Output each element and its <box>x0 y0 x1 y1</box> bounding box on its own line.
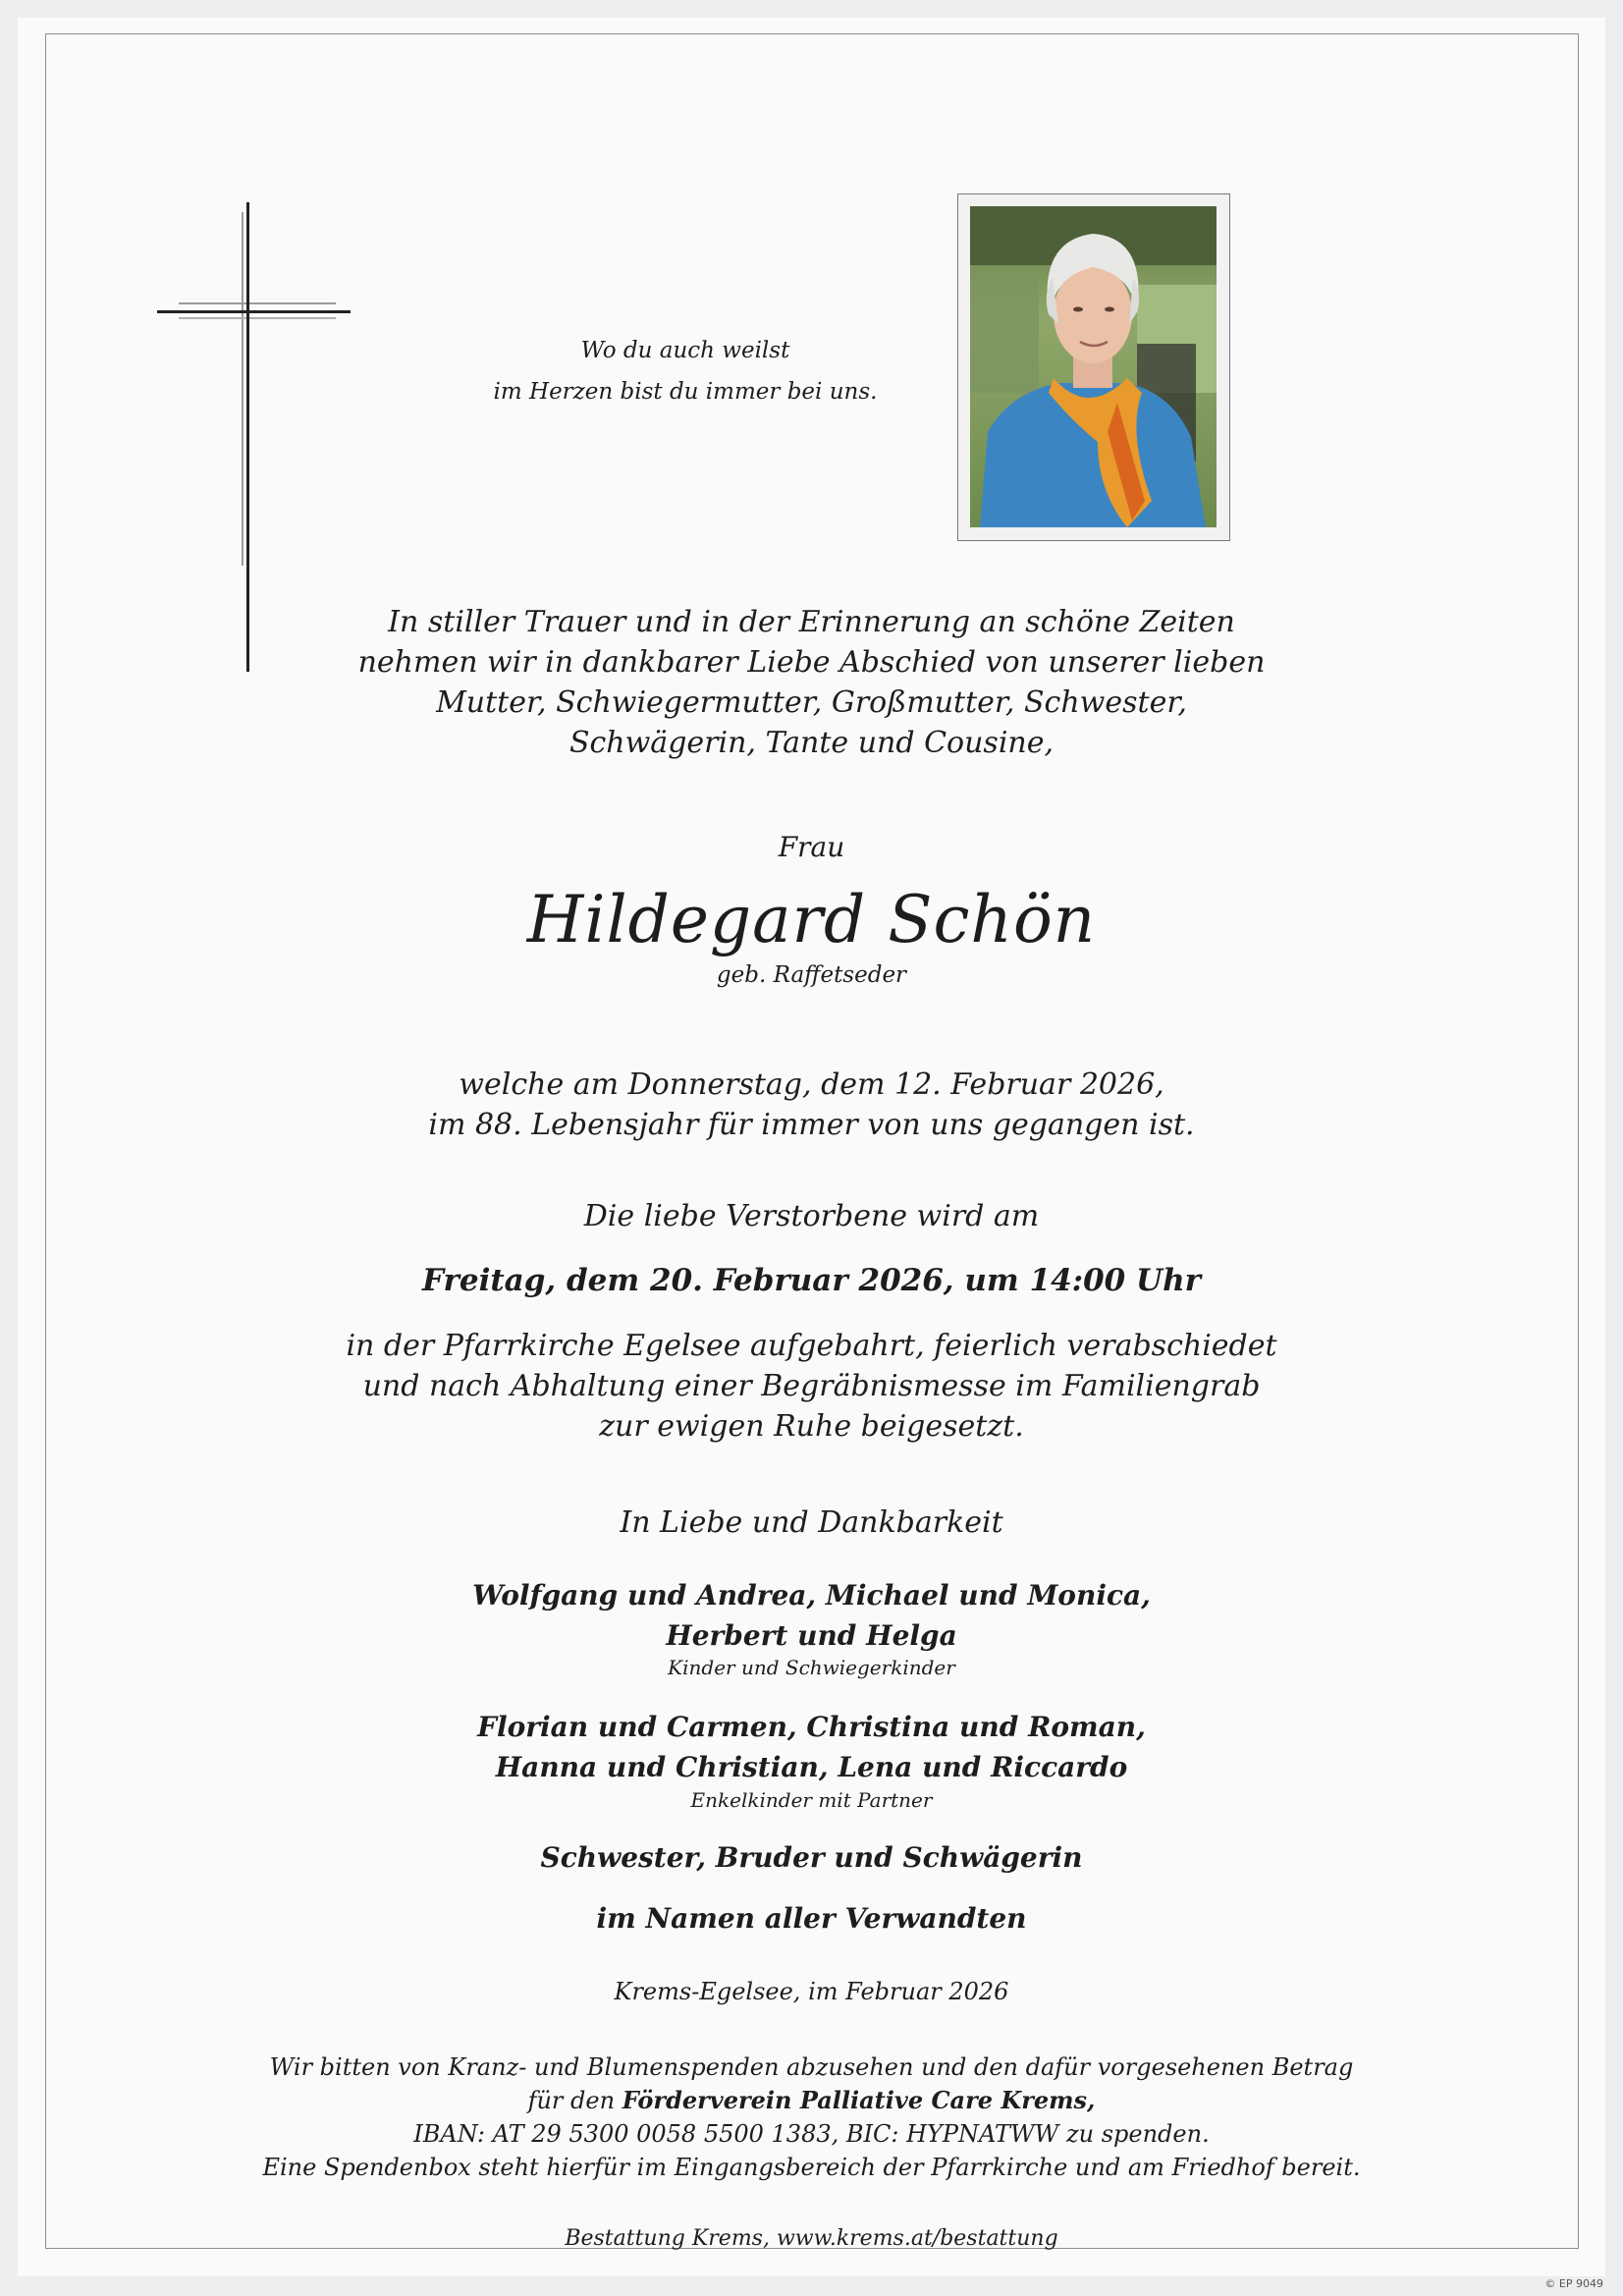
motto <box>430 330 941 412</box>
siblings: Schwester, Bruder und Schwägerin <box>540 1841 1083 1874</box>
family-line: Herbert und Helga <box>666 1619 957 1652</box>
intro-line: Mutter, Schwiegermutter, Großmutter, Schwester, <box>436 685 1187 720</box>
motto-line: im Herzen bist du immer bei uns. <box>493 379 878 405</box>
document-code: © EP 9049 <box>1544 2277 1603 2290</box>
family-line: Wolfgang und Andrea, Michael und Monica, <box>472 1579 1151 1612</box>
intro-line: nehmen wir in dankbarer Liebe Abschied von unserer lieben <box>357 645 1266 680</box>
donation-line: Eine Spendenbox steht hierfür im Eingangsbereich der Pfarrkirche und am Friedhof bereit. <box>262 2154 1361 2181</box>
birth-name: geb. Raffetseder <box>716 962 907 988</box>
ceremony-intro: Die liebe Verstorbene wird am <box>583 1199 1040 1233</box>
donation-note <box>18 2050 1605 2184</box>
donation-bank-details: IBAN: AT 29 5300 0058 5500 1383, BIC: HYPNATWW zu spenden. <box>413 2120 1210 2148</box>
intro-line: In stiller Trauer und in der Erinnerung an schöne Zeiten <box>388 605 1235 639</box>
motto-line: Wo du auch weilst <box>580 338 790 363</box>
donation-prefix: für den <box>527 2087 622 2114</box>
relatives: im Namen aller Verwandten <box>596 1902 1027 1935</box>
ceremony-line: in der Pfarrkirche Egelsee aufgebahrt, feierlich verabschiedet <box>346 1329 1277 1363</box>
intro-text <box>18 602 1605 763</box>
ceremony-line: und nach Abhaltung einer Begräbnismesse im Familiengrab <box>362 1369 1261 1403</box>
ceremony-text <box>18 1326 1605 1447</box>
grandchildren-names <box>18 1707 1605 1787</box>
donation-organization: Förderverein Palliative Care Krems, <box>622 2086 1096 2114</box>
donation-line: Wir bitten von Kranz- und Blumenspenden abzusehen und den dafür vorgesehenen Betrag <box>269 2053 1354 2081</box>
footer: Bestattung Krems, www.krems.at/bestattung <box>565 2226 1058 2251</box>
children-label: Kinder und Schwiegerkinder <box>668 1656 955 1679</box>
family-line: Florian und Carmen, Christina und Roman, <box>477 1711 1146 1743</box>
ceremony-date: Freitag, dem 20. Februar 2026, um 14:00 Uhr <box>422 1263 1201 1298</box>
grandchildren-label: Enkelkinder mit Partner <box>690 1788 933 1812</box>
death-line: welche am Donnerstag, dem 12. Februar 2026, <box>459 1067 1164 1102</box>
family-line: Hanna und Christian, Lena und Riccardo <box>495 1751 1128 1783</box>
children-names <box>18 1575 1605 1656</box>
portrait-photo-frame <box>957 193 1230 541</box>
donation-line <box>18 2084 1605 2117</box>
portrait-photo <box>970 206 1217 527</box>
salutation: Frau <box>778 831 845 863</box>
intro-line: Schwägerin, Tante und Cousine, <box>568 726 1055 760</box>
closing: In Liebe und Dankbarkeit <box>620 1505 1003 1540</box>
deceased-name: Hildegard Schön <box>526 882 1097 957</box>
death-line: im 88. Lebensjahr für immer von uns gegangen ist. <box>428 1108 1195 1142</box>
place-date: Krems-Egelsee, im Februar 2026 <box>614 1978 1009 2005</box>
death-notice <box>18 1065 1605 1145</box>
ceremony-line: zur ewigen Ruhe beigesetzt. <box>599 1409 1024 1444</box>
obituary-sheet <box>18 18 1605 2276</box>
